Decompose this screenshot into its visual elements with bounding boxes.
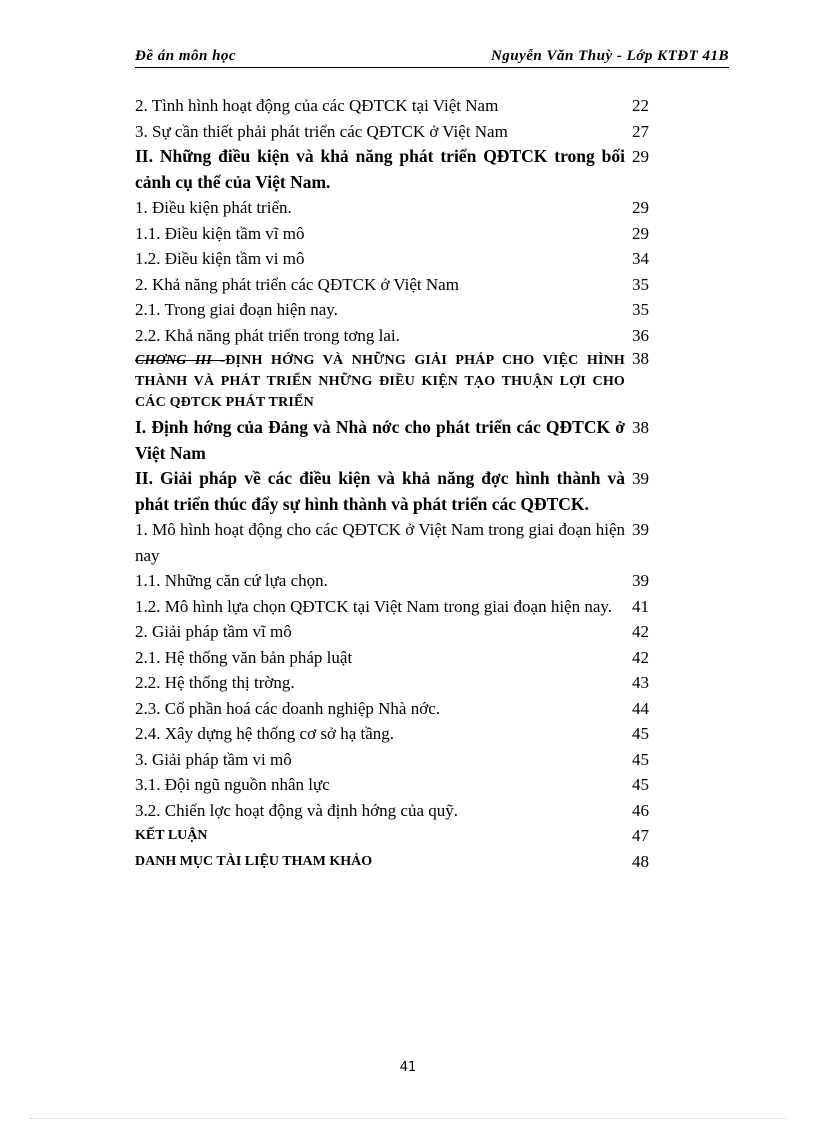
toc-entry [135, 772, 660, 798]
toc-entry [135, 721, 660, 747]
toc-entry-text: 2. Khả năng phát triển các QĐTCK ở Việt Nam [135, 274, 459, 294]
toc-entry-text: 2. Tình hình hoạt động của các QĐTCK tại Việt Nam [135, 96, 499, 115]
toc-entry [135, 517, 660, 568]
page-header [135, 47, 729, 68]
table-of-contents [135, 93, 660, 874]
toc-entry-text: 2.3. Cổ phần hoá các doanh nghiệp Nhà nớc. [135, 698, 440, 718]
toc-entry-page: 34 [632, 249, 649, 268]
page-bottom-divider [30, 1118, 786, 1119]
toc-entry-text: 1.2. Điều kiện tầm vi mô [135, 249, 305, 268]
toc-entry-text: 2.1. Hệ thống văn bản pháp luật [135, 647, 353, 667]
toc-entry-page: 45 [632, 724, 649, 743]
toc-entry [135, 670, 660, 696]
toc-entry [135, 594, 660, 620]
toc-entry-references [135, 849, 660, 875]
toc-entry-page: 45 [632, 749, 649, 769]
toc-entry [135, 696, 660, 722]
toc-entry-text: 1.1. Những căn cứ lựa chọn. [135, 571, 328, 590]
toc-entry [135, 221, 660, 247]
toc-entry-text: 2.1. Trong giai đoạn hiện nay. [135, 300, 338, 319]
toc-entry-text: 3. Giải pháp tầm vi mô [135, 749, 292, 769]
header-author: Nguyễn Văn Thuỳ - Lớp KTĐT 41B [490, 48, 729, 64]
toc-entry-page: 39 [632, 520, 649, 539]
toc-entry-text: 1.2. Mô hình lựa chọn QĐTCK tại Việt Nam trong giai đoạn hiện nay. [135, 596, 613, 616]
toc-entry-text: II. Những điều kiện và khả năng phát triển QĐTCK trong bối cảnh cụ thể của Việt Nam. [135, 146, 625, 192]
toc-entry [135, 568, 660, 594]
toc-entry-text: 3.1. Đội ngũ nguồn nhân lực [135, 775, 330, 794]
toc-entry [135, 798, 660, 824]
toc-entry-text: DANH MỤC TÀI LIỆU THAM KHẢO [135, 853, 373, 869]
toc-entry-text: 2. Giải pháp tầm vĩ mô [135, 622, 292, 641]
toc-entry-page: 48 [632, 851, 649, 871]
toc-entry-text: 2.2. Khả năng phát triển trong tơng lai. [135, 325, 400, 345]
toc-entry-page: 29 [632, 198, 649, 217]
toc-entry [135, 619, 660, 645]
chapter-prefix: CHƠNG III - [135, 353, 226, 368]
toc-entry-text: 1.1. Điều kiện tầm vĩ mô [135, 223, 305, 243]
toc-entry-page: 46 [632, 800, 649, 820]
toc-entry [135, 93, 660, 119]
toc-entry-text: KẾT LUẬN [135, 828, 208, 843]
toc-entry-section [135, 144, 660, 195]
toc-entry-page: 39 [632, 571, 649, 590]
toc-entry-page: 43 [632, 673, 649, 692]
toc-entry-text: 2.4. Xây dựng hệ thống cơ sở hạ tầng. [135, 724, 395, 743]
toc-entry-page: 44 [632, 698, 649, 718]
toc-entry [135, 297, 660, 323]
toc-entry-page: 38 [632, 349, 649, 368]
toc-entry-page: 42 [632, 647, 649, 667]
toc-entry-chapter [135, 350, 660, 413]
toc-entry [135, 119, 660, 145]
toc-entry [135, 272, 660, 298]
toc-entry-page: 35 [632, 274, 649, 294]
toc-entry-page: 36 [632, 325, 649, 345]
toc-entry [135, 195, 660, 221]
toc-entry-page: 41 [632, 596, 649, 616]
toc-entry-page: 42 [632, 622, 649, 641]
toc-entry-section [135, 415, 660, 466]
toc-entry-page: 47 [632, 826, 649, 845]
toc-entry-section [135, 466, 660, 517]
page-number: 41 [399, 1060, 417, 1075]
toc-entry-page: 38 [632, 418, 649, 437]
toc-entry [135, 246, 660, 272]
chapter-title: ĐỊNH HỚNG VÀ NHỮNG GIẢI PHÁP CHO VIỆC HÌNH THÀNH VÀ PHÁT TRIỂN NHỮNG ĐIỀU KIỆN TẠO THUẬN LỢI CHO CÁC QĐTCK PHÁT TRIỂN [135, 353, 625, 410]
toc-entry [135, 323, 660, 349]
toc-entry-text: I. Định hớng của Đảng và Nhà nớc cho phát triển các QĐTCK ở Việt Nam [135, 417, 625, 463]
toc-entry-text: 2.2. Hệ thống thị trờng. [135, 673, 295, 692]
toc-entry-page: 29 [632, 147, 649, 166]
toc-entry [135, 645, 660, 671]
toc-entry-text: 3. Sự cần thiết phải phát triển các QĐTCK ở Việt Nam [135, 121, 508, 141]
toc-entry-page: 27 [632, 121, 649, 141]
toc-entry-text: II. Giải pháp về các điều kiện và khả năng đợc hình thành và phát triển thúc đẩy sự hình thành và phát triển các QĐTCK. [135, 468, 625, 514]
toc-entry-text: 1. Mô hình hoạt động cho các QĐTCK ở Việt Nam trong giai đoạn hiện nay [135, 520, 625, 565]
toc-entry [135, 747, 660, 773]
toc-entry-conclusion [135, 823, 660, 849]
toc-entry-text [135, 350, 625, 413]
toc-entry-text: 3.2. Chiến lợc hoạt động và định hớng của quỹ. [135, 800, 458, 820]
header-course-title: Đề án môn học [135, 48, 237, 64]
toc-entry-page: 35 [632, 300, 649, 319]
toc-entry-page: 39 [632, 469, 649, 488]
toc-entry-page: 29 [632, 223, 649, 243]
toc-entry-page: 22 [632, 96, 649, 115]
toc-entry-page: 45 [632, 775, 649, 794]
toc-entry-text: 1. Điều kiện phát triển. [135, 198, 292, 217]
